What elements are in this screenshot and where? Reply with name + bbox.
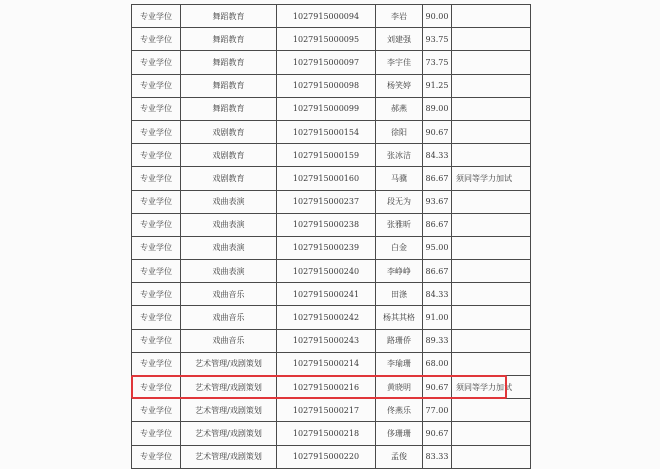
major-cell: 艺术管理/戏剧策划 <box>181 422 277 445</box>
score-cell: 93.75 <box>423 28 452 51</box>
score-cell: 83.33 <box>423 445 452 468</box>
table-row <box>132 144 531 167</box>
table-row <box>132 213 531 236</box>
note-cell <box>452 445 531 468</box>
degree-type-cell: 专业学位 <box>132 190 181 213</box>
exam-id-cell: 1027915000217 <box>277 399 376 422</box>
score-cell: 89.33 <box>423 329 452 352</box>
score-cell: 90.67 <box>423 120 452 143</box>
major-cell: 戏剧教育 <box>181 167 277 190</box>
results-table <box>131 4 531 469</box>
major-cell: 艺术管理/戏剧策划 <box>181 352 277 375</box>
note-cell <box>452 190 531 213</box>
score-cell: 90.00 <box>423 5 452 28</box>
major-cell: 戏剧教育 <box>181 144 277 167</box>
major-cell: 舞蹈教育 <box>181 51 277 74</box>
name-cell: 田涤 <box>376 283 423 306</box>
table-row <box>132 283 531 306</box>
major-cell: 戏曲音乐 <box>181 283 277 306</box>
name-cell: 刘建强 <box>376 28 423 51</box>
note-cell <box>452 399 531 422</box>
score-cell: 86.67 <box>423 260 452 283</box>
table-row <box>132 74 531 97</box>
degree-type-cell: 专业学位 <box>132 352 181 375</box>
exam-id-cell: 1027915000094 <box>277 5 376 28</box>
table-row <box>132 190 531 213</box>
degree-type-cell: 专业学位 <box>132 97 181 120</box>
major-cell: 艺术管理/戏剧策划 <box>181 376 277 399</box>
name-cell: 黄晓明 <box>376 376 423 399</box>
major-cell: 艺术管理/戏剧策划 <box>181 445 277 468</box>
name-cell: 李峥峥 <box>376 260 423 283</box>
name-cell: 李宇佳 <box>376 51 423 74</box>
degree-type-cell: 专业学位 <box>132 167 181 190</box>
degree-type-cell: 专业学位 <box>132 260 181 283</box>
name-cell: 杨其其格 <box>376 306 423 329</box>
exam-id-cell: 1027915000218 <box>277 422 376 445</box>
score-cell: 77.00 <box>423 399 452 422</box>
score-cell: 91.25 <box>423 74 452 97</box>
exam-id-cell: 1027915000160 <box>277 167 376 190</box>
major-cell: 戏剧教育 <box>181 120 277 143</box>
table-row <box>132 399 531 422</box>
exam-id-cell: 1027915000216 <box>277 376 376 399</box>
note-cell <box>452 144 531 167</box>
degree-type-cell: 专业学位 <box>132 422 181 445</box>
score-cell: 68.00 <box>423 352 452 375</box>
table-row <box>132 5 531 28</box>
note-cell <box>452 28 531 51</box>
score-cell: 86.67 <box>423 167 452 190</box>
name-cell: 佟燕乐 <box>376 399 423 422</box>
score-cell: 93.67 <box>423 190 452 213</box>
exam-id-cell: 1027915000097 <box>277 51 376 74</box>
name-cell: 马骥 <box>376 167 423 190</box>
degree-type-cell: 专业学位 <box>132 399 181 422</box>
exam-id-cell: 1027915000220 <box>277 445 376 468</box>
major-cell: 艺术管理/戏剧策划 <box>181 399 277 422</box>
exam-id-cell: 1027915000154 <box>277 120 376 143</box>
name-cell: 白金 <box>376 236 423 259</box>
name-cell: 郝燕 <box>376 97 423 120</box>
exam-id-cell: 1027915000159 <box>277 144 376 167</box>
table-row <box>132 445 531 468</box>
table-row <box>132 329 531 352</box>
table-row <box>132 260 531 283</box>
exam-id-cell: 1027915000239 <box>277 236 376 259</box>
results-table-body <box>132 5 531 469</box>
note-cell: 须同等学力加试 <box>452 376 531 399</box>
exam-id-cell: 1027915000241 <box>277 283 376 306</box>
name-cell: 张雅昕 <box>376 213 423 236</box>
degree-type-cell: 专业学位 <box>132 51 181 74</box>
note-cell <box>452 422 531 445</box>
major-cell: 戏曲音乐 <box>181 306 277 329</box>
degree-type-cell: 专业学位 <box>132 329 181 352</box>
major-cell: 戏曲表演 <box>181 213 277 236</box>
table-row <box>132 97 531 120</box>
name-cell: 侈珊珊 <box>376 422 423 445</box>
note-cell <box>452 352 531 375</box>
major-cell: 舞蹈教育 <box>181 74 277 97</box>
degree-type-cell: 专业学位 <box>132 236 181 259</box>
exam-id-cell: 1027915000242 <box>277 306 376 329</box>
name-cell: 徐阳 <box>376 120 423 143</box>
exam-id-cell: 1027915000243 <box>277 329 376 352</box>
name-cell: 路珊侨 <box>376 329 423 352</box>
exam-id-cell: 1027915000098 <box>277 74 376 97</box>
exam-id-cell: 1027915000237 <box>277 190 376 213</box>
degree-type-cell: 专业学位 <box>132 5 181 28</box>
table-row <box>132 28 531 51</box>
score-cell: 84.33 <box>423 283 452 306</box>
note-cell <box>452 283 531 306</box>
major-cell: 戏曲表演 <box>181 190 277 213</box>
table-row <box>132 376 531 399</box>
table-row <box>132 167 531 190</box>
note-cell <box>452 74 531 97</box>
score-cell: 73.75 <box>423 51 452 74</box>
degree-type-cell: 专业学位 <box>132 74 181 97</box>
name-cell: 张冰洁 <box>376 144 423 167</box>
note-cell <box>452 213 531 236</box>
note-cell: 须同等学力加试 <box>452 167 531 190</box>
name-cell: 孟俊 <box>376 445 423 468</box>
note-cell <box>452 329 531 352</box>
degree-type-cell: 专业学位 <box>132 376 181 399</box>
name-cell: 段无为 <box>376 190 423 213</box>
degree-type-cell: 专业学位 <box>132 306 181 329</box>
name-cell: 李岩 <box>376 5 423 28</box>
degree-type-cell: 专业学位 <box>132 445 181 468</box>
exam-id-cell: 1027915000214 <box>277 352 376 375</box>
table-row <box>132 352 531 375</box>
degree-type-cell: 专业学位 <box>132 213 181 236</box>
note-cell <box>452 97 531 120</box>
exam-id-cell: 1027915000099 <box>277 97 376 120</box>
table-row <box>132 236 531 259</box>
name-cell: 李瑜珊 <box>376 352 423 375</box>
score-cell: 95.00 <box>423 236 452 259</box>
note-cell <box>452 236 531 259</box>
major-cell: 舞蹈教育 <box>181 97 277 120</box>
table-row <box>132 422 531 445</box>
table-row <box>132 306 531 329</box>
major-cell: 舞蹈教育 <box>181 28 277 51</box>
table-row <box>132 120 531 143</box>
name-cell: 杨笑婷 <box>376 74 423 97</box>
exam-id-cell: 1027915000238 <box>277 213 376 236</box>
table-row <box>132 51 531 74</box>
note-cell <box>452 120 531 143</box>
note-cell <box>452 260 531 283</box>
degree-type-cell: 专业学位 <box>132 120 181 143</box>
major-cell: 戏曲表演 <box>181 236 277 259</box>
score-cell: 90.67 <box>423 376 452 399</box>
score-cell: 91.00 <box>423 306 452 329</box>
note-cell <box>452 306 531 329</box>
score-cell: 90.67 <box>423 422 452 445</box>
major-cell: 戏曲音乐 <box>181 329 277 352</box>
degree-type-cell: 专业学位 <box>132 144 181 167</box>
degree-type-cell: 专业学位 <box>132 283 181 306</box>
major-cell: 戏曲表演 <box>181 260 277 283</box>
score-cell: 84.33 <box>423 144 452 167</box>
exam-id-cell: 1027915000095 <box>277 28 376 51</box>
note-cell <box>452 5 531 28</box>
score-cell: 89.00 <box>423 97 452 120</box>
score-cell: 86.67 <box>423 213 452 236</box>
exam-id-cell: 1027915000240 <box>277 260 376 283</box>
major-cell: 舞蹈教育 <box>181 5 277 28</box>
note-cell <box>452 51 531 74</box>
degree-type-cell: 专业学位 <box>132 28 181 51</box>
